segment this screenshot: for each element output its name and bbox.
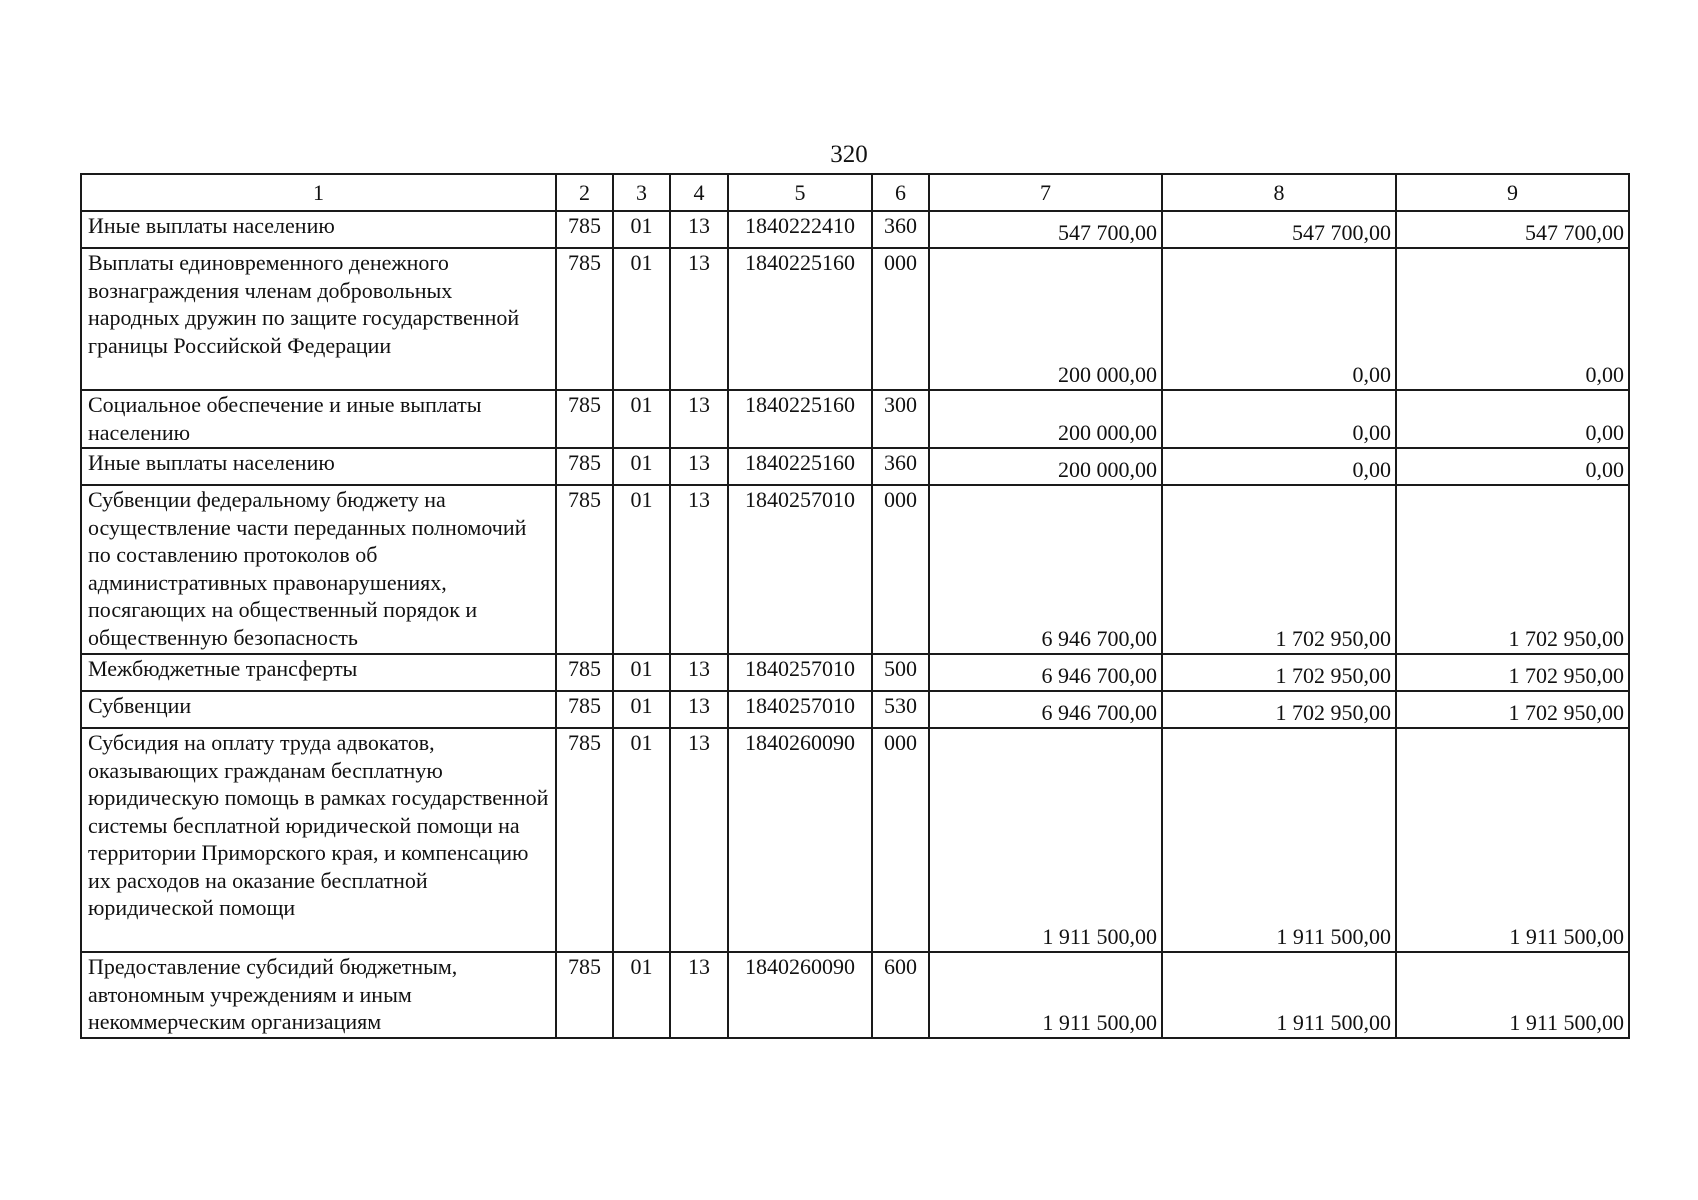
cell-code: 13 <box>670 248 728 390</box>
cell-amount: 0,00 <box>1162 390 1396 448</box>
cell-code: 500 <box>872 654 929 691</box>
table-row <box>81 448 1629 485</box>
table-row <box>81 728 1629 952</box>
cell-amount: 1 911 500,00 <box>929 952 1162 1038</box>
column-header: 8 <box>1162 174 1396 211</box>
cell-code: 000 <box>872 728 929 952</box>
cell-code: 785 <box>556 654 613 691</box>
cell-amount: 0,00 <box>1396 390 1629 448</box>
cell-code: 1840257010 <box>728 691 872 728</box>
table-row <box>81 248 1629 390</box>
column-header: 6 <box>872 174 929 211</box>
cell-amount: 1 911 500,00 <box>929 728 1162 952</box>
table-row <box>81 654 1629 691</box>
cell-code: 13 <box>670 691 728 728</box>
cell-code: 13 <box>670 448 728 485</box>
cell-code: 01 <box>613 248 670 390</box>
cell-code: 13 <box>670 211 728 248</box>
cell-amount: 1 911 500,00 <box>1162 728 1396 952</box>
cell-amount: 6 946 700,00 <box>929 485 1162 654</box>
cell-code: 785 <box>556 390 613 448</box>
cell-code: 1840225160 <box>728 390 872 448</box>
cell-code: 01 <box>613 654 670 691</box>
table-row <box>81 691 1629 728</box>
cell-code: 1840260090 <box>728 728 872 952</box>
cell-amount: 1 911 500,00 <box>1162 952 1396 1038</box>
cell-amount: 547 700,00 <box>1396 211 1629 248</box>
cell-code: 01 <box>613 448 670 485</box>
cell-code: 13 <box>670 728 728 952</box>
cell-amount: 1 702 950,00 <box>1162 485 1396 654</box>
cell-code: 01 <box>613 390 670 448</box>
cell-code: 785 <box>556 952 613 1038</box>
cell-code: 1840225160 <box>728 448 872 485</box>
cell-code: 785 <box>556 211 613 248</box>
cell-amount: 1 702 950,00 <box>1162 654 1396 691</box>
row-name: Иные выплаты населению <box>81 448 556 485</box>
cell-amount: 1 911 500,00 <box>1396 728 1629 952</box>
cell-code: 01 <box>613 211 670 248</box>
column-header: 7 <box>929 174 1162 211</box>
column-header: 9 <box>1396 174 1629 211</box>
cell-code: 01 <box>613 691 670 728</box>
cell-code: 13 <box>670 485 728 654</box>
table-header-row <box>81 174 1629 211</box>
cell-amount: 1 702 950,00 <box>1162 691 1396 728</box>
row-name: Выплаты единовременного денежного вознаграждения членам добровольных народных дружин по защите государственной границы Российской Федерации <box>81 248 556 390</box>
cell-code: 13 <box>670 390 728 448</box>
cell-amount: 0,00 <box>1162 248 1396 390</box>
column-header: 5 <box>728 174 872 211</box>
cell-code: 1840257010 <box>728 654 872 691</box>
cell-code: 785 <box>556 691 613 728</box>
column-header: 4 <box>670 174 728 211</box>
row-name: Иные выплаты населению <box>81 211 556 248</box>
cell-code: 360 <box>872 211 929 248</box>
cell-code: 785 <box>556 485 613 654</box>
cell-code: 000 <box>872 248 929 390</box>
cell-amount: 0,00 <box>1162 448 1396 485</box>
cell-amount: 200 000,00 <box>929 448 1162 485</box>
cell-code: 01 <box>613 485 670 654</box>
cell-code: 360 <box>872 448 929 485</box>
row-name: Субвенции <box>81 691 556 728</box>
cell-code: 785 <box>556 448 613 485</box>
cell-amount: 547 700,00 <box>1162 211 1396 248</box>
cell-code: 1840225160 <box>728 248 872 390</box>
row-name: Субсидия на оплату труда адвокатов, оказывающих гражданам бесплатную юридическую помощь в рамках государственной системы бесплатной юридической помощи на территории Приморского края, и компенсацию их расходов на оказание бесплатной юридической помощи <box>81 728 556 952</box>
cell-amount: 1 702 950,00 <box>1396 654 1629 691</box>
cell-code: 1840257010 <box>728 485 872 654</box>
cell-code: 1840222410 <box>728 211 872 248</box>
cell-amount: 0,00 <box>1396 248 1629 390</box>
row-name: Предоставление субсидий бюджетным, автономным учреждениям и иным некоммерческим организациям <box>81 952 556 1038</box>
cell-amount: 1 911 500,00 <box>1396 952 1629 1038</box>
cell-code: 01 <box>613 728 670 952</box>
cell-code: 1840260090 <box>728 952 872 1038</box>
row-name: Межбюджетные трансферты <box>81 654 556 691</box>
cell-code: 785 <box>556 248 613 390</box>
cell-amount: 200 000,00 <box>929 248 1162 390</box>
cell-code: 000 <box>872 485 929 654</box>
column-header: 2 <box>556 174 613 211</box>
cell-amount: 1 702 950,00 <box>1396 691 1629 728</box>
column-header: 1 <box>81 174 556 211</box>
cell-code: 300 <box>872 390 929 448</box>
cell-code: 530 <box>872 691 929 728</box>
table-row <box>81 485 1629 654</box>
cell-code: 785 <box>556 728 613 952</box>
cell-code: 13 <box>670 654 728 691</box>
cell-amount: 0,00 <box>1396 448 1629 485</box>
cell-code: 13 <box>670 952 728 1038</box>
cell-amount: 6 946 700,00 <box>929 691 1162 728</box>
row-name: Субвенции федеральному бюджету на осуществление части переданных полномочий по составлению протоколов об административных правонарушениях, посягающих на общественный порядок и общественную безопасность <box>81 485 556 654</box>
cell-code: 01 <box>613 952 670 1038</box>
cell-amount: 1 702 950,00 <box>1396 485 1629 654</box>
budget-table <box>80 173 1630 1039</box>
cell-amount: 6 946 700,00 <box>929 654 1162 691</box>
cell-amount: 200 000,00 <box>929 390 1162 448</box>
table-row <box>81 952 1629 1038</box>
table-row <box>81 211 1629 248</box>
cell-code: 600 <box>872 952 929 1038</box>
table-row <box>81 390 1629 448</box>
row-name: Социальное обеспечение и иные выплаты населению <box>81 390 556 448</box>
cell-amount: 547 700,00 <box>929 211 1162 248</box>
page-number: 320 <box>830 141 868 168</box>
column-header: 3 <box>613 174 670 211</box>
